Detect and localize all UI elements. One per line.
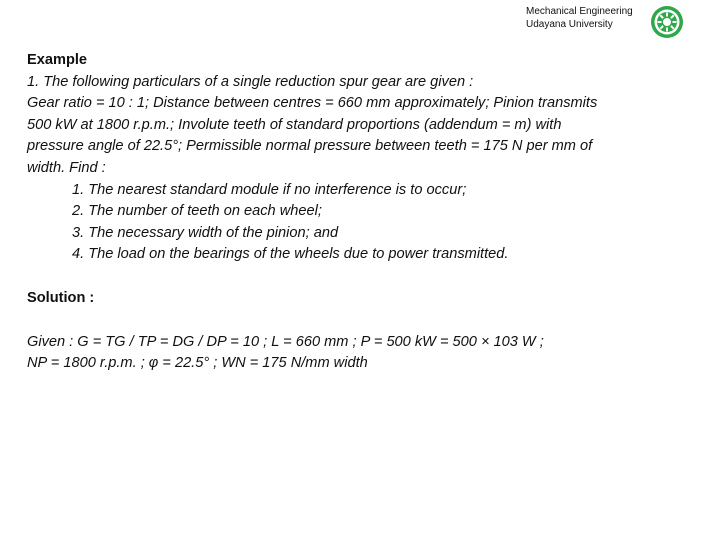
problem-line-4: pressure angle of 22.5°; Permissible normal pressure between teeth = 175 N per mm of: [27, 138, 593, 155]
problem-line-5: width. Find :: [27, 159, 106, 176]
header-line-department: Mechanical Engineering: [526, 6, 633, 17]
task-item-3: 3. The necessary width of the pinion; and: [72, 224, 339, 241]
document-body: [27, 50, 697, 375]
problem-line-2: Gear ratio = 10 : 1; Distance between centres = 660 mm approximately; Pinion transmits: [27, 95, 598, 112]
solution-title: Solution :: [27, 289, 95, 306]
university-seal-icon: [650, 5, 684, 39]
example-title: Example: [27, 52, 88, 68]
problem-line-3: 500 kW at 1800 r.p.m.; Involute teeth of standard proportions (addendum = m) with: [27, 116, 562, 133]
given-line-2: NP = 1800 r.p.m. ; φ = 22.5° ; WN = 175 N/mm width: [27, 355, 368, 372]
header-line-university: Udayana University: [526, 19, 613, 30]
task-item-4: 4. The load on the bearings of the wheels due to power transmitted.: [72, 246, 509, 263]
problem-line-1: 1. The following particulars of a single reduction spur gear are given :: [27, 73, 474, 90]
given-line-1: Given : G = TG / TP = DG / DP = 10 ; L = 660 mm ; P = 500 kW = 500 × 103 W ;: [27, 333, 544, 350]
spacer: [27, 310, 697, 332]
header: [526, 5, 633, 31]
spacer: [27, 266, 697, 288]
task-item-1: 1. The nearest standard module if no interference is to occur;: [72, 181, 467, 198]
task-item-2: 2. The number of teeth on each wheel;: [72, 203, 322, 220]
